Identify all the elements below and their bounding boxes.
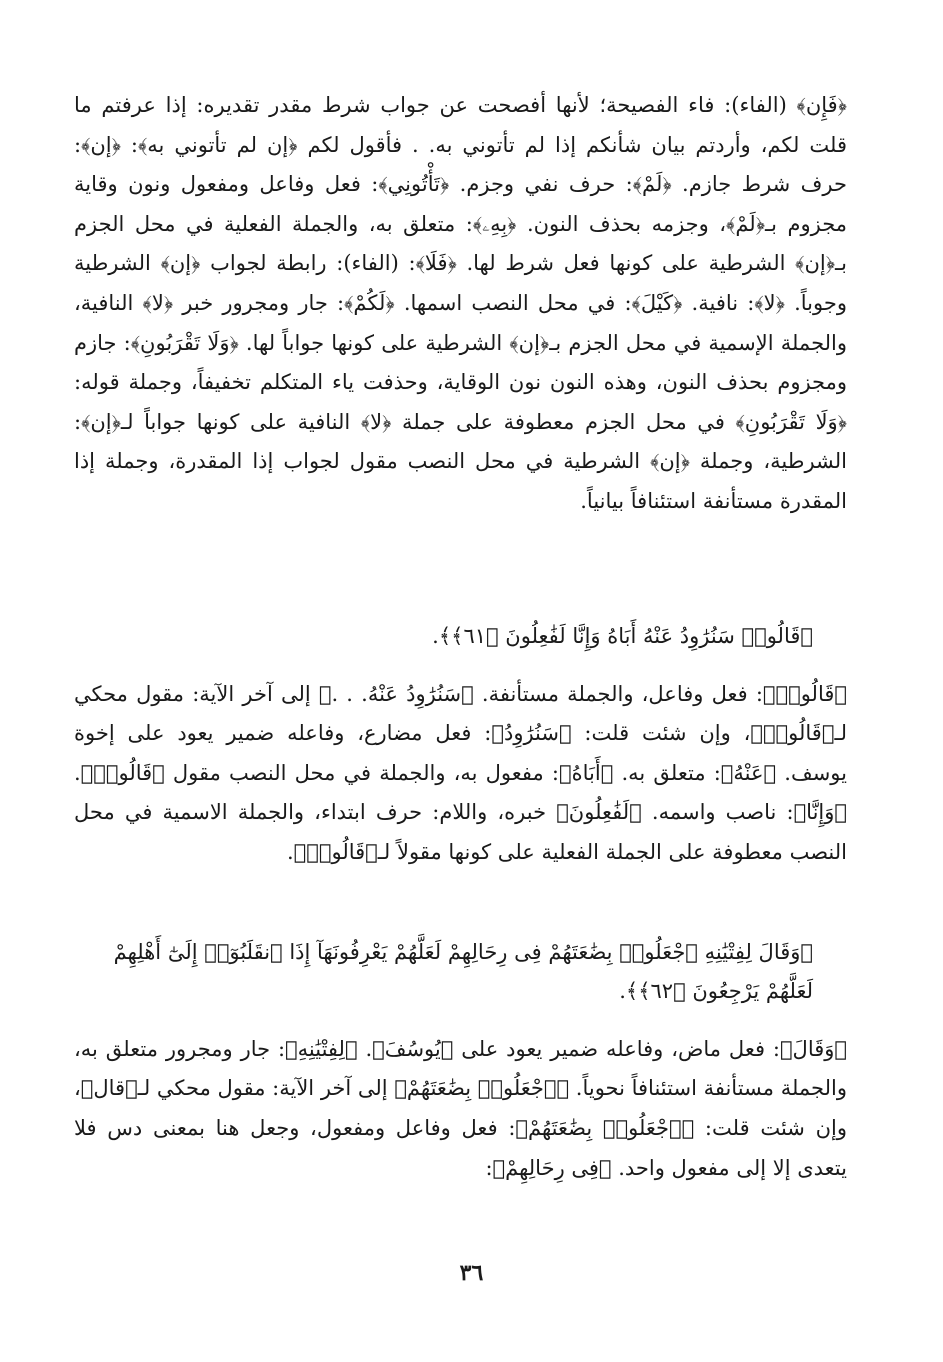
commentary-paragraph-3: ﴿وَقَالَ﴾: فعل ماض، وفاعله ضمير يعود على ﴿يُوسُفَ﴾. ﴿لِفِتْيَٰنِهِ﴾: جار ومجرور متعلق به، والجملة مستأنفة استئنافاً نحوياً. ﴿ٱجْعَلُوا۟ بِضَٰعَتَهُمْ﴾ إلى آخر الآية: مقول محكي لـ﴿قال﴾، وإن شئت قلت: ﴿ٱجْعَلُوا۟ بِضَٰعَتَهُمْ﴾: فعل وفاعل ومفعول، وجعل هنا بمعنى دس فلا يتعدى إلا إلى مفعول واحد. ﴿فِى رِحَالِهِمْ﴾:: [74, 1036, 847, 1180]
commentary-paragraph-2: ﴿قَالُوا۟﴾: فعل وفاعل، والجملة مستأنفة. ﴿سَنُرَٰوِدُ عَنْهُ. . .﴾ إلى آخر الآية: مقول محكي لـ﴿قَالُوا۟﴾، وإن شئت قلت: ﴿سَنُرَٰوِدُ﴾: فعل مضارع، وفاعله ضمير يعود على إخوة يوسف. ﴿عَنْهُ﴾: متعلق به. ﴿أَبَاهُ﴾: مفعول به، والجملة في محل النصب مقول ﴿قَالُوا۟﴾. ﴿وَإِنَّا﴾: ناصب واسمه. ﴿لَفَٰعِلُونَ﴾ خبره، واللام: حرف ابتداء، والجملة الاسمية في محل النصب معطوفة على الجملة الفعلية على كونها مقولاً لـ﴿قَالُوا۟﴾.: [74, 681, 847, 864]
page-number: ٣٦: [459, 1260, 484, 1286]
quran-verse-61: ﴿قَالُوا۟ سَنُرَٰوِدُ عَنْهُ أَبَاهُ وَإِنَّا لَفَٰعِلُونَ ﴿٦١﴾﴾.: [432, 624, 813, 648]
quran-verse-62: ﴿وَقَالَ لِفِتْيَٰنِهِ ٱجْعَلُوا۟ بِضَٰعَتَهُمْ فِى رِحَالِهِمْ لَعَلَّهُمْ يَعْرِفُونَهَآ إِذَا ٱنقَلَبُوٓا۟ إِلَىٰٓ أَهْلِهِمْ لَعَلَّهُمْ يَرْجِعُونَ ﴿٦٢﴾﴾.: [113, 939, 813, 1004]
commentary-paragraph-1: ﴿فَإِن﴾ (الفاء): فاء الفصيحة؛ لأنها أفصحت عن جواب شرط مقدر تقديره: إذا عرفتم ما قلت لكم، وأردتم بيان شأنكم إذا لم تأتوني به. . فأقول لكم ﴿إن لم تأتوني به﴾: ﴿إن﴾: حرف شرط جازم. ﴿لَمْ﴾: حرف نفي وجزم. ﴿تَأْتُونِي﴾: فعل وفاعل ومفعول ونون وقاية مجزوم بـ﴿لَمْ﴾، وجزمه بحذف النون. ﴿بِهِۦ﴾: متعلق به، والجملة الفعلية في محل الجزم بـ﴿إن﴾ الشرطية على كونها فعل شرط لها. ﴿فَلَا﴾: (الفاء): رابطة لجواب ﴿إن﴾ الشرطية وجوباً. ﴿لا﴾: نافية. ﴿كَيْلَ﴾: في محل النصب اسمها. ﴿لَكُمْ﴾: جار ومجرور خبر ﴿لا﴾ النافية، والجملة الإسمية في محل الجزم بـ﴿إن﴾ الشرطية على كونها جواباً لها. ﴿وَلَا تَقْرَبُونِ﴾: جازم ومجزوم بحذف النون، وهذه النون نون الوقاية، وحذفت ياء المتكلم تخفيفاً، وجملة قوله: ﴿وَلَا تَقْرَبُونِ﴾ في محل الجزم معطوفة على جملة ﴿لا﴾ النافية على كونها جواباً لـ﴿إن﴾: الشرطية، وجملة ﴿إن﴾ الشرطية في محل النصب مقول لجواب إذا المقدرة، وجملة إذا المقدرة مستأنفة استئنافاً بيانياً.: [74, 93, 847, 513]
